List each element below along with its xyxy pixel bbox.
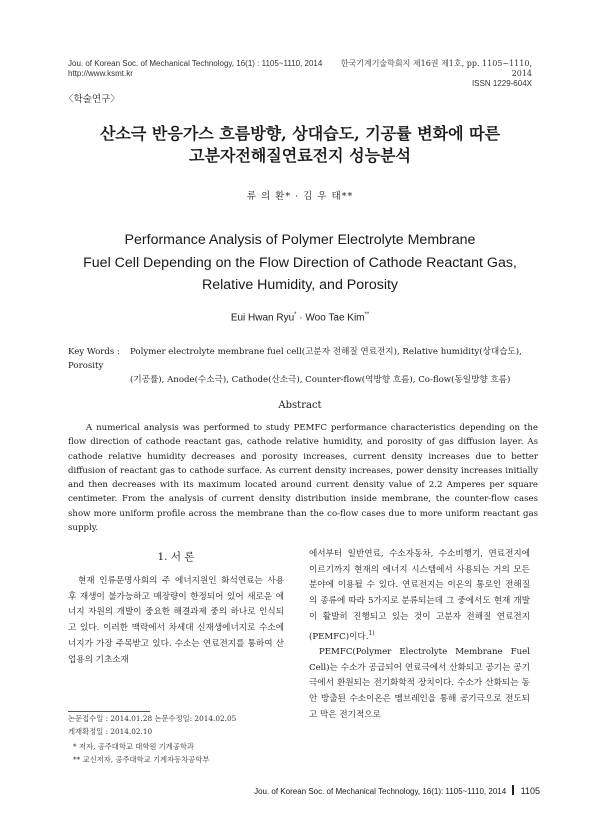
author-separator: · [296, 312, 306, 324]
authors-korean: 류 의 환* · 김 우 태** [246, 191, 354, 202]
journal-url[interactable]: http://www.ksmt.kr [68, 69, 133, 78]
footnotes [68, 713, 284, 766]
title-korean-line2: 고분자전해질연료전지 성능분석 [189, 146, 411, 165]
keywords-line1 [68, 345, 538, 373]
keywords-text-line2: (기공률), Anode(수소극), Cathode(산소극), Counter-flow(역방향 흐름), Co-flow(동일방향 흐름) [130, 375, 511, 385]
author-name-1: Eui Hwan Ryu [230, 312, 295, 324]
intro-paragraph-2 [309, 547, 530, 645]
journal-citation-en: Jou. of Korean Soc. of Mechanical Technology, 16(1) : 1105~1110, 2014 [68, 59, 323, 68]
footer-separator-bar [512, 785, 514, 795]
journal-citation-ko: 한국기계기술학회지 제16권 제1호, pp. 1105~1110, 2014 [340, 59, 532, 78]
abstract-text: A numerical analysis was performed to study PEMFC performance characteristics depending on the flow direction of cathode reactant gas, cathode relative humidity, and porosity of gas diffusion layer. As cathode relative humidity decreases and porosity increases, current density increases due to better diffusion of reactant gas to cathode surface. As current density increases, power density increases initially and then decreases with its maximum located around current density value of 2.2 Amperes per square centimeter. From the analysis of current density distribution inside membrane, the counter-flow cases show more uniform profile across the membrane than the co-flow cases due to more uniform reactant gas supply. [68, 423, 538, 534]
journal-header-right [330, 59, 532, 89]
intro-paragraph-1: 현재 인류문명사회의 주 에너지원인 화석연료는 사용 후 재생이 불가능하고 매장량이 한정되어 있어 새로운 에너지 자원의 개발이 중요한 해결과제 중의 하나로 인식되고 있다. 이러한 맥락에서 차세대 신재생에너지로 수소에너지가 가장 주목받고 있다. 수소는 연료전지를 통하여 산업용의 기초소재 [68, 576, 284, 665]
author-mark-1: * [294, 312, 297, 318]
author-mark-2: ** [364, 312, 370, 318]
authors-english [0, 312, 600, 323]
keywords-block [68, 345, 538, 387]
received-date: 논문접수일 : 2014.01.28 논문수정일: 2014.02.05 [68, 714, 237, 723]
intro-paragraph-2-text: 에서부터 일반연료, 수소자동차, 수소비행기, 연료전지에 이르기까지 현재의 에너지 시스템에서 사용되는 거의 모든 분야에 이용될 수 있다. 연료전지는 이온의 통로인 전해질의 종류에 따라 5가지로 분류되는데 그 중에서도 현재 개발이 활발히 진행되고 있는 것이 고분자 전해질 연료전지(PEMFC)이다. [309, 549, 530, 642]
accepted-date: 게재확정일 : 2014.02.10 [68, 726, 153, 736]
section-title: 1. 서 론 [157, 551, 195, 563]
journal-issn: ISSN 1229-604X [471, 79, 532, 88]
title-korean [0, 123, 600, 167]
title-korean-line1: 산소극 반응가스 흐름방향, 상대습도, 기공률 변화에 따른 [99, 124, 501, 143]
page-footer [240, 785, 540, 796]
article-category: 〈학술연구〉 [64, 94, 120, 105]
reference-1: 1) [368, 629, 375, 637]
intro-paragraph-3: PEMFC(Polymer Electrolyte Membrane Fuel Cell)는 수소가 공급되어 연료극에서 산화되고 공기는 공기극에서 환원되는 전기화학적 장치이다. 수소가 산화되는 동안 방출된 수소이온은 멤브레인을 통해 공기극으로 전도되고 막은 전기적으로 [309, 647, 530, 720]
journal-header-left [68, 59, 338, 79]
keywords-label: Key Words : [68, 347, 120, 357]
footer-citation: Jou. of Korean Soc. of Mechanical Technology, 16(1): 1105~1110, 2014 [254, 787, 507, 796]
title-english-line1: Performance Analysis of Polymer Electrolyte Membrane [124, 232, 476, 248]
right-column [309, 547, 530, 724]
left-column [68, 574, 284, 668]
page-number: 1105 [520, 786, 540, 796]
author1-affiliation: * 저자, 공주대학교 대학원 기계공학과 [73, 742, 194, 751]
keywords-text-line1: Polymer electrolyte membrane fuel cell(고분자 전해질 연료전지), Relative humidity(상대습도), Porosity [68, 347, 522, 371]
author-name-2: Woo Tae Kim [305, 312, 365, 324]
footnote-divider [68, 711, 150, 712]
title-english-line3: Relative Humidity, and Porosity [201, 277, 399, 293]
title-english-line2: Fuel Cell Depending on the Flow Direction of Cathode Reactant Gas, [83, 254, 517, 271]
title-english [0, 229, 600, 297]
abstract-heading: Abstract [278, 400, 322, 411]
author2-affiliation: ** 교신저자, 공주대학교 기계자동차공학부 [73, 754, 210, 764]
